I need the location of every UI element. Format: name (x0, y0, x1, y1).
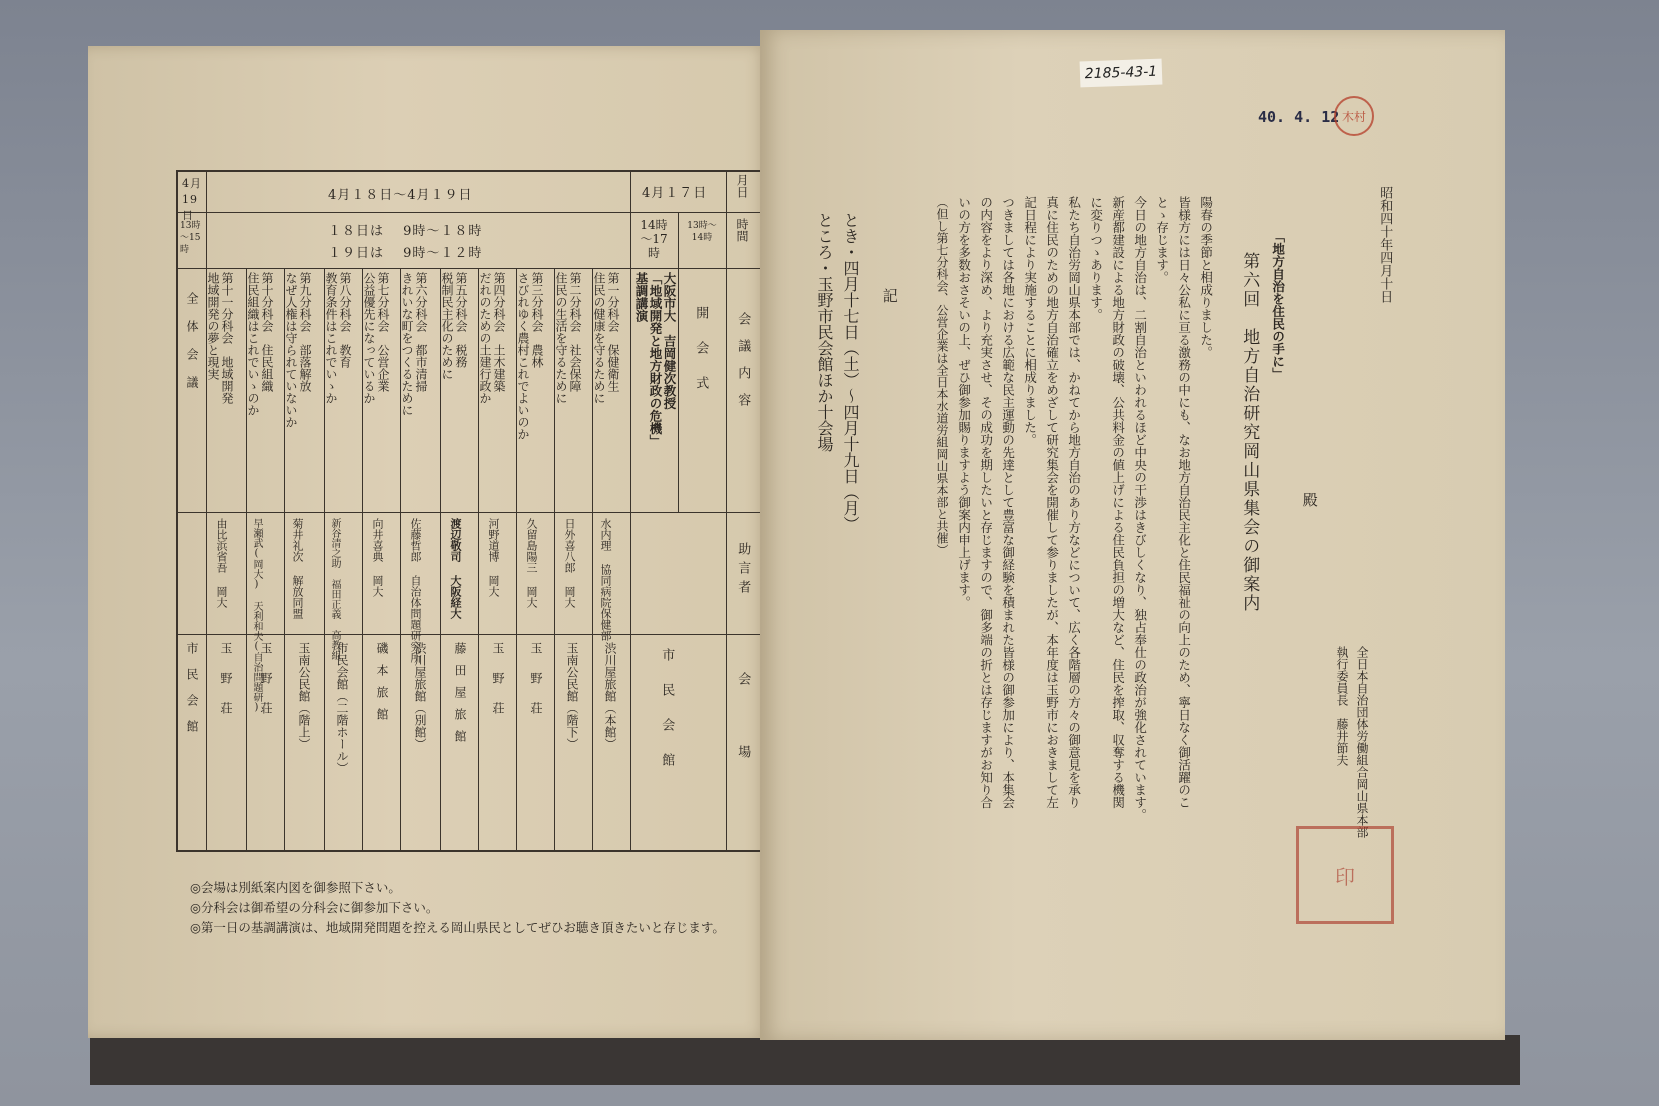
note-session-choice: ◎分科会は御希望の分科会に御参加下さい。 (190, 900, 439, 915)
label-date: 月日 (735, 174, 749, 198)
body-line-7: 私たち自治労岡山県本部では、かねてから地方自治のあり方などについて、広く各階層の方々の御意見を承り (1066, 196, 1082, 809)
session-7-advisor: 向井喜典 岡大 (371, 518, 384, 597)
session-10-advisor: 早瀬武(岡大) 天利和夫(自治問題研) (251, 518, 262, 713)
session-8-title: 第八分科会 教育 (338, 272, 352, 368)
body-line-9: 記日程により実施することに相成りました。 (1022, 196, 1038, 446)
body-line-8: 真に住民のための地方自治確立をめざして研究集会を開催して参りましたが、本年度は玉野市におきまして左 (1044, 196, 1060, 809)
session-7-title: 第七分科会 公営企業 (376, 272, 390, 392)
session-8-theme: 教育条件はこれでいゝか (324, 272, 338, 404)
body-line-10: つきましては各地における広範な民主運動の先達として豊富な御経験を積まれた皆様の御参加により、本集会 (1000, 196, 1016, 809)
slogan: 「地方自治を住民の手に」 (1270, 230, 1286, 380)
body-line-12: いの方を多数おさそいの上、ぜひ御参加賜りますよう御案内申上げます。 (956, 196, 972, 609)
date-17: 4月１７日 (642, 186, 708, 201)
ki-heading: 記 (880, 288, 899, 303)
sender-title: 執行委員長 藤井節夫 (1335, 646, 1349, 766)
table-edge (90, 1035, 1520, 1085)
body-line-1: 陽春の季節と相成りました。 (1198, 196, 1214, 359)
addressee: 殿 (1300, 492, 1319, 507)
seal-stamp: 木村 (1334, 96, 1374, 136)
session-7-venue: 磯本旅館 (375, 642, 389, 730)
time-19b: １９日は 9時～１２時 (328, 246, 483, 261)
keynote-title: 「地域開発と地方財政の危機」 (648, 272, 663, 447)
session-9-title: 第九分科会 部落解放 (298, 272, 312, 392)
body-line-2: 皆様方には日々公私に亘る激務の中にも、なお地方自治民主化と住民福祉の向上のため、寧日なく御活躍のこ (1176, 196, 1192, 809)
schedule-table (176, 170, 766, 852)
session-4-advisor: 河野道博 岡大 (487, 518, 500, 597)
session-11-venue: 玉野荘 (219, 642, 233, 732)
label-content: 会議内容 (735, 312, 751, 420)
session-6-title: 第六分科会 都市清掃 (414, 272, 428, 392)
note-venue-map: ◎会場は別紙案内図を御参照下さい。 (190, 880, 401, 895)
session-9-theme: なぜ人権は守られていないか (284, 272, 298, 428)
body-line-11: の内容をより深め、より充実させ、その成功を期したいと存じますので、御多端の折とは存じますがお知り合 (978, 196, 994, 809)
session-5-venue: 藤田屋旅館 (453, 642, 467, 752)
session-5-advisor: 渡辺敬司 大阪経大 (449, 518, 462, 619)
session-3-venue: 玉野荘 (529, 642, 543, 732)
body-line-13: （但し第七分科会、公営企業は全日本水道労組岡山県本部と共催） (935, 196, 949, 556)
document-title: 第六回 地方自治研究岡山県集会の御案内 (1239, 252, 1260, 613)
date-19: 4月19日 (182, 177, 202, 222)
body-line-4: 今日の地方自治は、二割自治といわれるほど中央の干渉はきびしくなり、独占奉仕の政治が強化されています。 (1132, 196, 1148, 821)
plenary-venue: 市民会館 (185, 642, 199, 746)
received-date-stamp: 40. 4. 12 (1258, 108, 1340, 126)
time-19: 13時～15時 (180, 221, 201, 255)
session-7-theme: 公益優先になっているか (362, 272, 376, 404)
session-3-title: 第三分科会 農林 (530, 272, 544, 368)
session-2-title: 第二分科会 社会保障 (568, 272, 582, 392)
session-5-title: 第五分科会 税務 (454, 272, 468, 368)
session-8-venue: 市民会館（二階ホール） (335, 642, 349, 774)
session-3-theme: さびれゆく農村これでよいのか (516, 272, 530, 440)
session-5-theme: 税制民主化のために (440, 272, 454, 380)
handwritten-id: 2185-43-1 (1080, 59, 1163, 88)
session-11-title: 第十一分科会 地域開発 (220, 272, 234, 404)
session-10-title: 第十分科会 住民組織 (260, 272, 274, 392)
session-8-advisor: 新谷清之助 福田正義 高教組 (329, 518, 340, 660)
session-10-theme: 住民組織はこれでいゝのか (246, 272, 260, 416)
session-6-advisor: 佐藤哲郎 自治体問題研究所 (409, 518, 422, 663)
body-line-6: に変りつゝあります。 (1088, 196, 1104, 321)
label-advisor: 助言者 (735, 542, 751, 599)
session-1-venue: 渋川屋旅館（本館） (603, 642, 617, 750)
time-17b: 13時～14時 (687, 221, 717, 243)
event-venue: ところ・玉野市民会館ほか十会場 (815, 212, 834, 452)
session-4-theme: だれのための土建行政か (478, 272, 492, 404)
session-10-venue: 玉野荘 (259, 642, 273, 732)
session-2-theme: 住民の生活を守るために (554, 272, 568, 404)
session-2-venue: 玉南公民館（階下） (565, 642, 579, 750)
document-date: 昭和四十年四月十日 (1377, 186, 1393, 303)
session-3-advisor: 久留島陽三 岡大 (525, 518, 538, 608)
keynote-label: 基調講演 (634, 272, 649, 322)
session-11-theme: 地域開発の夢と現実 (206, 272, 220, 380)
date-18-19: 4月１８日～4月１９日 (328, 188, 473, 203)
official-seal: 印 (1296, 826, 1394, 924)
session-1-title: 第一分科会 保健衛生 (606, 272, 620, 392)
opening-ceremony: 開会式 (693, 306, 709, 411)
body-line-5: 新産都建設による地方財政の破壊、公共料金の値上げによる住民負担の増大など、住民を搾取、収奪する機関 (1110, 196, 1126, 809)
keynote-venue: 市民会館 (659, 648, 675, 788)
plenary-session: 全体会議 (185, 292, 199, 404)
keynote-speaker: 大阪市大 吉岡健次教授 (662, 272, 677, 410)
session-1-advisor: 水内理 協同病院保健部 (599, 518, 612, 641)
session-4-title: 第四分科会 土木建築 (492, 272, 506, 392)
session-4-venue: 玉野荘 (491, 642, 505, 732)
note-keynote: ◎第一日の基調講演は、地域開発問題を控える岡山県民としてぜひお聴き頂きたいと存じます。 (190, 920, 725, 935)
session-2-advisor: 日外喜八郎 岡大 (563, 518, 576, 608)
body-line-3: とゝ存じます。 (1154, 196, 1170, 284)
session-11-advisor: 由比浜省吾 岡大 (215, 518, 228, 608)
sender-org: 全日本自治団体労働組合岡山県本部 (1355, 646, 1369, 838)
label-time: 時間 (735, 218, 749, 242)
session-9-advisor: 菊井礼次 解放同盟 (291, 518, 304, 619)
session-9-venue: 玉南公民館（階上） (297, 642, 311, 750)
time-18: １８日は 9時～１８時 (328, 224, 483, 239)
time-17a: 14時～17時 (640, 218, 668, 260)
event-dates: とき・四月十七日（土）～四月十九日（月） (841, 212, 860, 532)
session-6-venue: 渋川屋旅館（別館） (413, 642, 427, 750)
session-6-theme: きれいな町をつくるために (400, 272, 414, 416)
session-1-theme: 住民の健康を守るために (592, 272, 606, 404)
label-venue: 会場 (735, 672, 751, 818)
